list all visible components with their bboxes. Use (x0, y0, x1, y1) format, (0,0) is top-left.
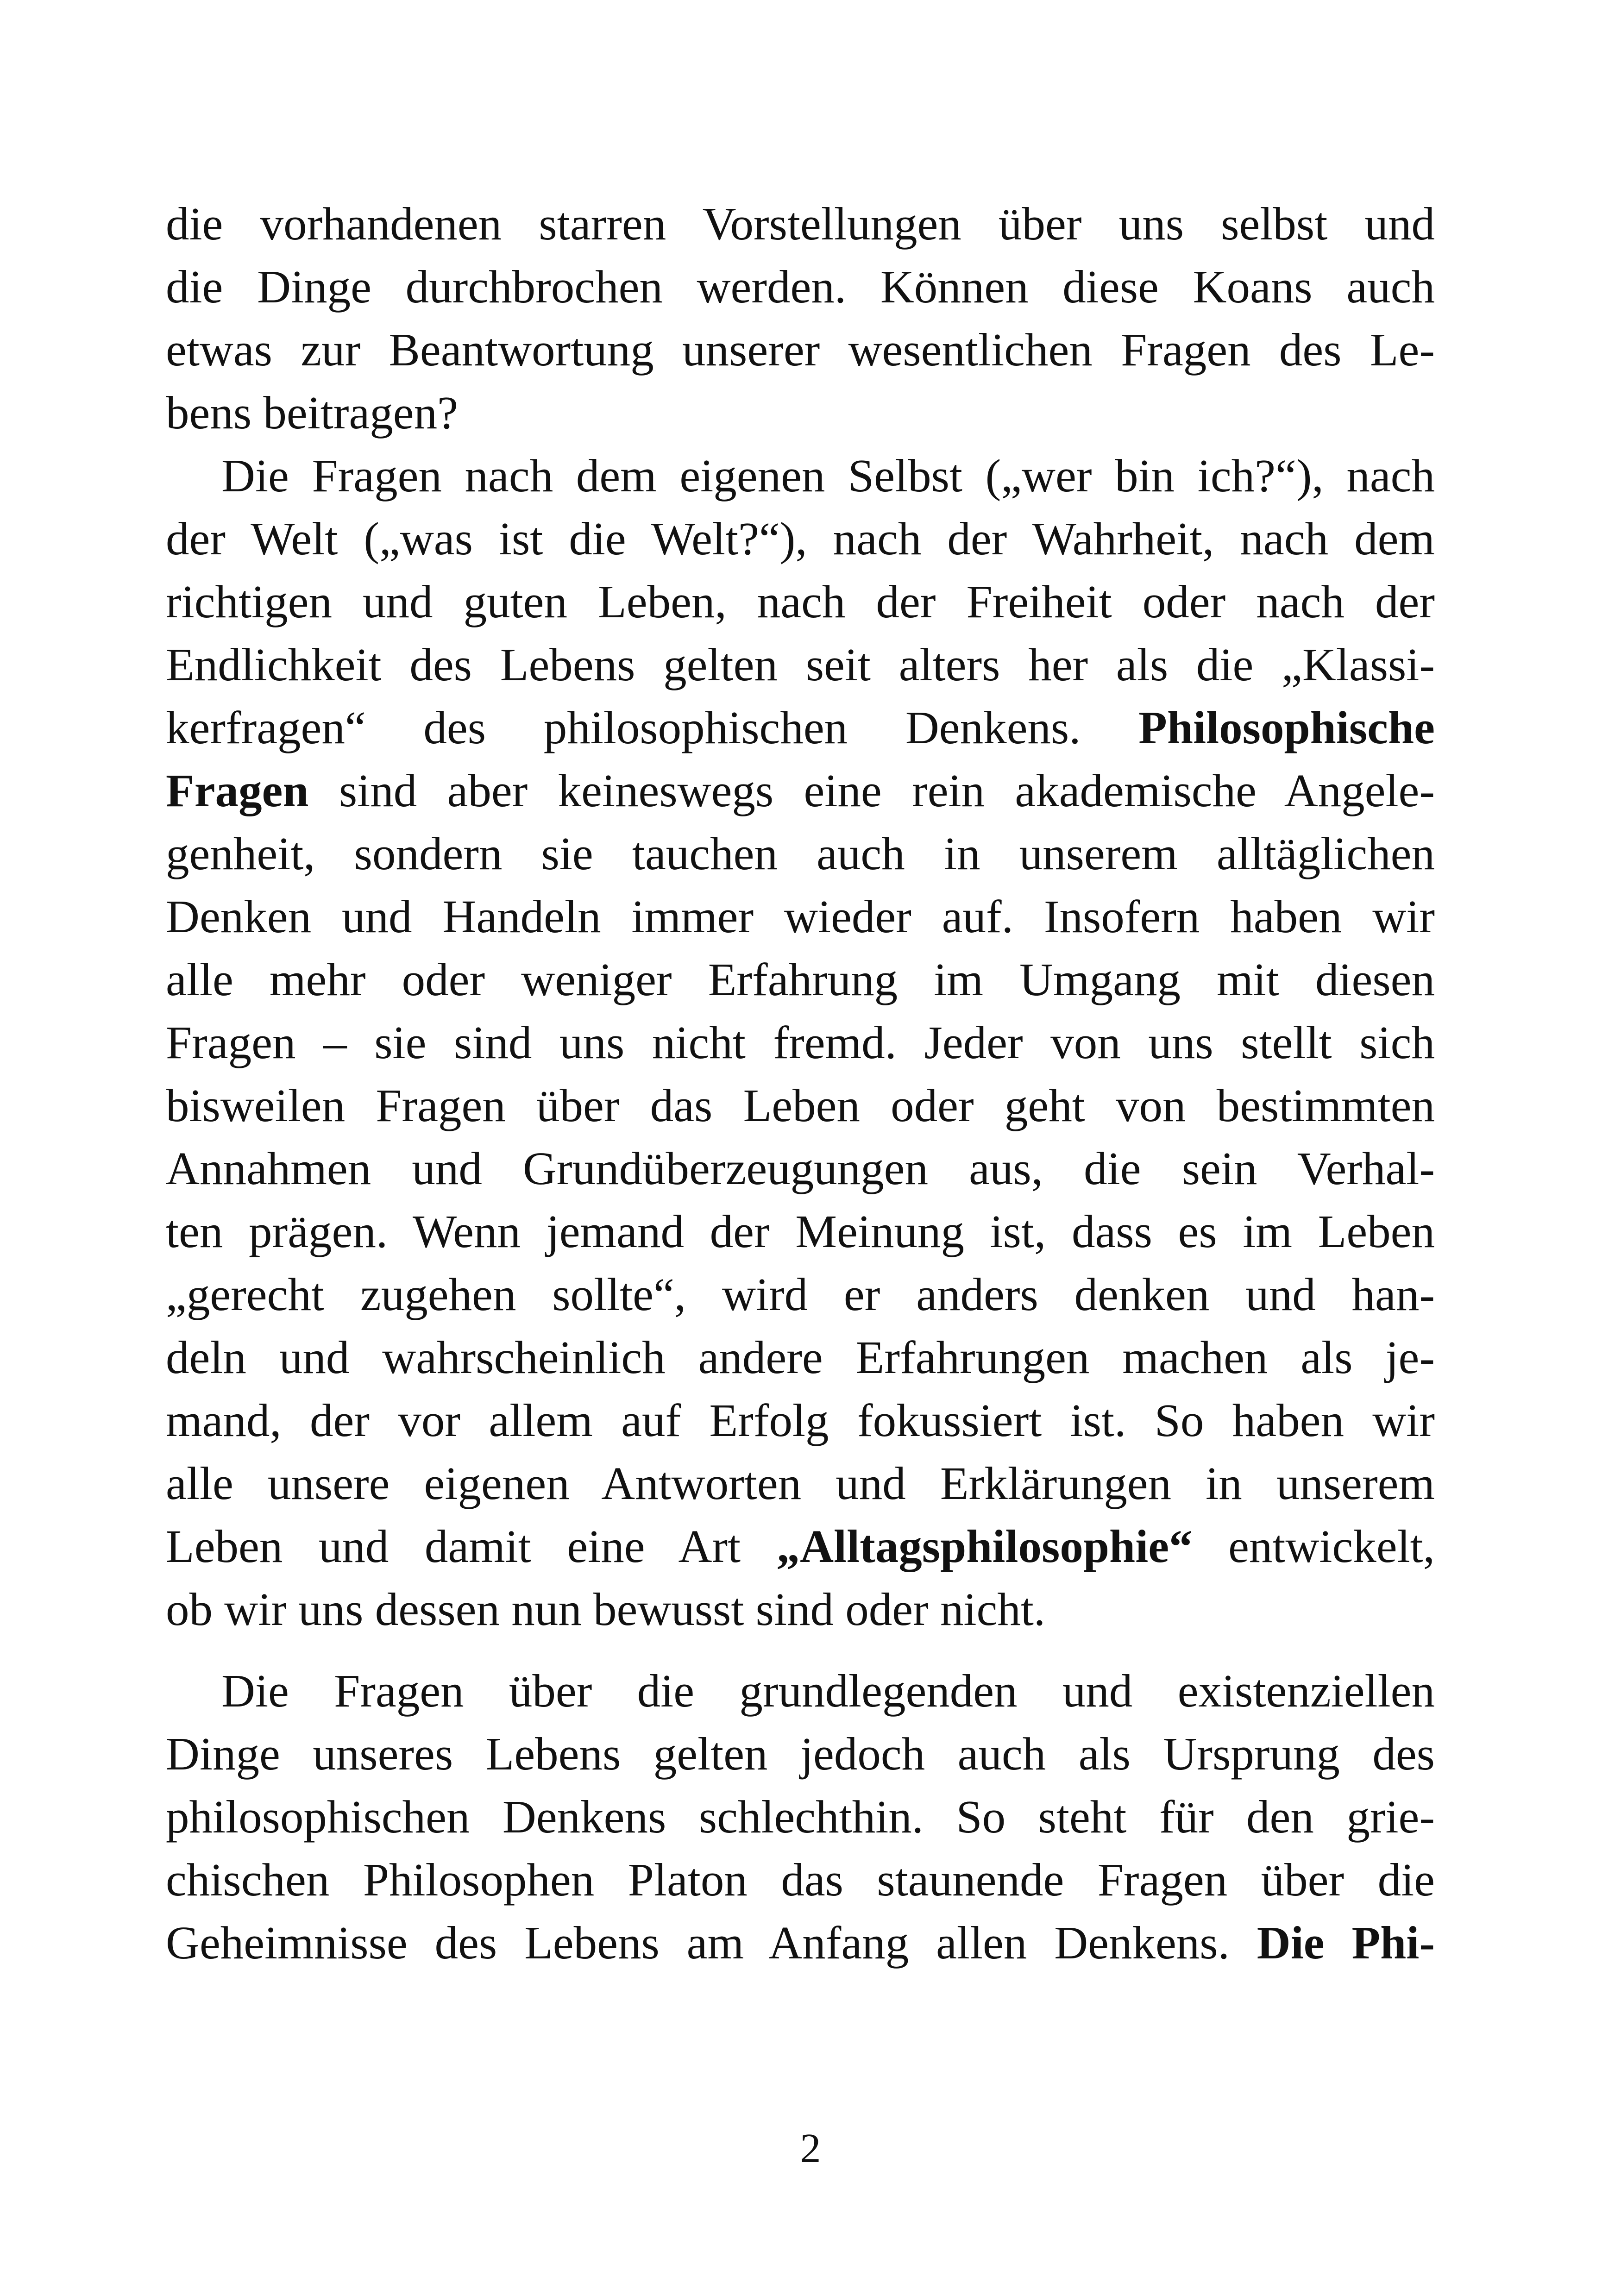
bold-term: Philosophische (1138, 702, 1435, 753)
text-line: Fragen – sie sind uns nicht fremd. Jeder von uns stellt sich (166, 1016, 1435, 1068)
text-line: deln und wahrscheinlich andere Erfahrungen machen als je- (166, 1331, 1435, 1383)
text-line: „gerecht zugehen sollte“, wird er anders denken und han- (166, 1268, 1435, 1320)
text-segment: Geheimnisse des Lebens am Anfang allen Denkens. (166, 1917, 1230, 1969)
text-line: Die Fragen nach dem eigenen Selbst („wer bin ich?“), nach (221, 450, 1435, 502)
text-line: Die Fragen über die grundlegenden und existenziellen (221, 1665, 1435, 1717)
text-line: genheit, sondern sie tauchen auch in unserem alltäglichen (166, 828, 1435, 879)
text-line: bens beitragen? (166, 387, 458, 439)
page-number: 2 (800, 2126, 821, 2171)
text-line: Endlichkeit des Lebens gelten seit alters her als die „Klassi- (166, 639, 1435, 690)
text-line: alle mehr oder weniger Erfahrung im Umgang mit diesen (166, 954, 1435, 1005)
text-line: mand, der vor allem auf Erfolg fokussiert ist. So haben wir (166, 1394, 1435, 1446)
body-text (166, 192, 1435, 1974)
text-line: Annahmen und Grundüberzeugungen aus, die sein Verhal- (166, 1142, 1435, 1194)
text-segment: kerfragen“ des philosophischen Denkens. (166, 702, 1081, 753)
text-line: die Dinge durchbrochen werden. Können diese Koans auch (166, 261, 1435, 313)
bold-term: „Alltagsphilosophie“ (776, 1520, 1193, 1572)
text-segment: entwickelt, (1228, 1520, 1435, 1572)
text-line: ob wir uns dessen nun bewusst sind oder nicht. (166, 1583, 1046, 1635)
text-line: Dinge unseres Lebens gelten jedoch auch als Ursprung des (166, 1728, 1435, 1780)
text-line (166, 759, 1435, 822)
paragraph-gap (166, 1641, 1435, 1659)
text-line (166, 1911, 1435, 1974)
text-line: der Welt („was ist die Welt?“), nach der Wahrheit, nach dem (166, 513, 1435, 565)
text-line: chischen Philosophen Platon das staunende Fragen über die (166, 1854, 1435, 1906)
bold-term: Fragen (166, 765, 309, 816)
text-line: die vorhandenen starren Vorstellungen über uns selbst und (166, 198, 1435, 250)
text-segment: sind aber keineswegs eine rein akademische Angele- (339, 765, 1435, 816)
text-line: Denken und Handeln immer wieder auf. Insofern haben wir (166, 891, 1435, 942)
text-line: philosophischen Denkens schlechthin. So steht für den grie- (166, 1791, 1435, 1843)
text-line: richtigen und guten Leben, nach der Freiheit oder nach der (166, 576, 1435, 627)
bold-term: Die Phi- (1257, 1917, 1435, 1969)
text-line: ten prägen. Wenn jemand der Meinung ist, dass es im Leben (166, 1205, 1435, 1257)
text-line: bisweilen Fragen über das Leben oder geht von bestimmten (166, 1079, 1435, 1131)
text-line: etwas zur Beantwortung unserer wesentlichen Fragen des Le- (166, 324, 1435, 376)
text-line: alle unsere eigenen Antworten und Erklärungen in unserem (166, 1457, 1435, 1509)
text-line (166, 696, 1435, 759)
text-segment: Leben und damit eine Art (166, 1520, 741, 1572)
text-line (166, 1515, 1435, 1578)
